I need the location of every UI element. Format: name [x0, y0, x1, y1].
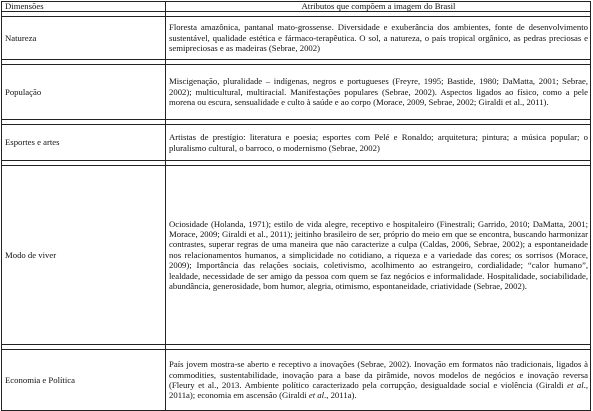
attributes-document — [1, 1, 590, 411]
dimension-cell: Natureza — [2, 17, 166, 60]
attributes-cell — [166, 350, 591, 411]
dimension-cell: Economia e Política — [2, 350, 166, 411]
attributes-cell: Artistas de prestígio: literatura e poesia; esportes com Pelé e Ronaldo; arquitetura; pintura; a música popular; o pluralismo cultural, o barroco, o modernismo (Sebrae, 2002) — [166, 125, 591, 161]
table-row — [2, 65, 591, 120]
attributes-text-italic: et al — [567, 380, 584, 390]
header-dimensions: Dimensões — [2, 2, 166, 12]
attributes-cell: Ociosidade (Holanda, 1971); estilo de vida alegre, receptivo e hospitaleiro (Finestrali; Garrido, 2010; DaMatta, 2001; Morace, 2009; Giraldi et al., 2011); jeitinho brasileiro de ser, próprio do meio em que se encontra, buscando harmonizar contrastes, superar regras de uma maneira que não caracterize a culpa (Caldas, 2006, Sebrae, 2002); a espontaneidade nos relacionamentos humanos, a simplicidade no cotidiano, a riqueza e a variedade das cores; os sorrisos (Morace, 2009); Importância das relações sociais, coletivismo, acolhimento ao estrangeiro, cordialidade; “calor humano”, lealdade, necessidade de ser amigo da pessoa com quem se faz negócios e informalidade. Hospitalidade, sociabilidade, abundância, generosidade, bom humor, alegria, otimismo, espontaneidade, criatividade (Sebrae, 2002). — [166, 166, 591, 345]
table-row — [2, 350, 591, 411]
table-row — [2, 166, 591, 345]
dimension-cell: População — [2, 65, 166, 120]
table-row — [2, 17, 591, 60]
header-attributes: Atributos que compõem a imagem do Brasil — [166, 2, 591, 12]
dimension-cell: Esportes e artes — [2, 125, 166, 161]
attributes-text-italic: et al — [308, 390, 325, 401]
attributes-cell: Floresta amazônica, pantanal mato-grossense. Diversidade e exuberância dos ambientes, fonte de desenvolvimento sustentável, qualidade estética e fármaco-terapêutica. O sol, a natureza, o país tropical orgânico, as pedras preciosas e semipreciosas e as madeiras (Sebrae, 2002) — [166, 17, 591, 60]
attributes-cell: Miscigenação, pluralidade – indígenas, negros e portugueses (Freyre, 1995; Bastide, 1980; DaMatta, 2001; Sebrae, 2002); multicultural, multiracial. Manifestações populares (Sebrae, 2002). Aspectos ligados ao físico, como a pele morena ou escura, sensualidade e culto à saúde e ao corpo (Morace, 2009, Sebrae, 2002; Giraldi et al., 2011). — [166, 65, 591, 120]
table-row — [2, 125, 591, 161]
dimension-cell: Modo de viver — [2, 166, 166, 345]
attributes-text-part: País jovem mostra-se aberto e receptivo a inovações (Sebrae, 2002). Inovação em formatos não tradicionais, ligados à commodities, sustentabilidade, inovação para a base da pirâmide, novos modelos de negócios e inovação reversa (Fleury et al., 2013. Ambiente político caracterizado pela corrupção, desigualdade social e violência (Giraldi — [169, 359, 588, 390]
attributes-text-part: ., 2011a); economia em ascensão (Giraldi — [169, 380, 588, 401]
attributes-text-part: ., 2011a). — [324, 390, 357, 401]
brazil-image-attributes-table — [1, 1, 591, 411]
table-header-row — [2, 2, 591, 12]
